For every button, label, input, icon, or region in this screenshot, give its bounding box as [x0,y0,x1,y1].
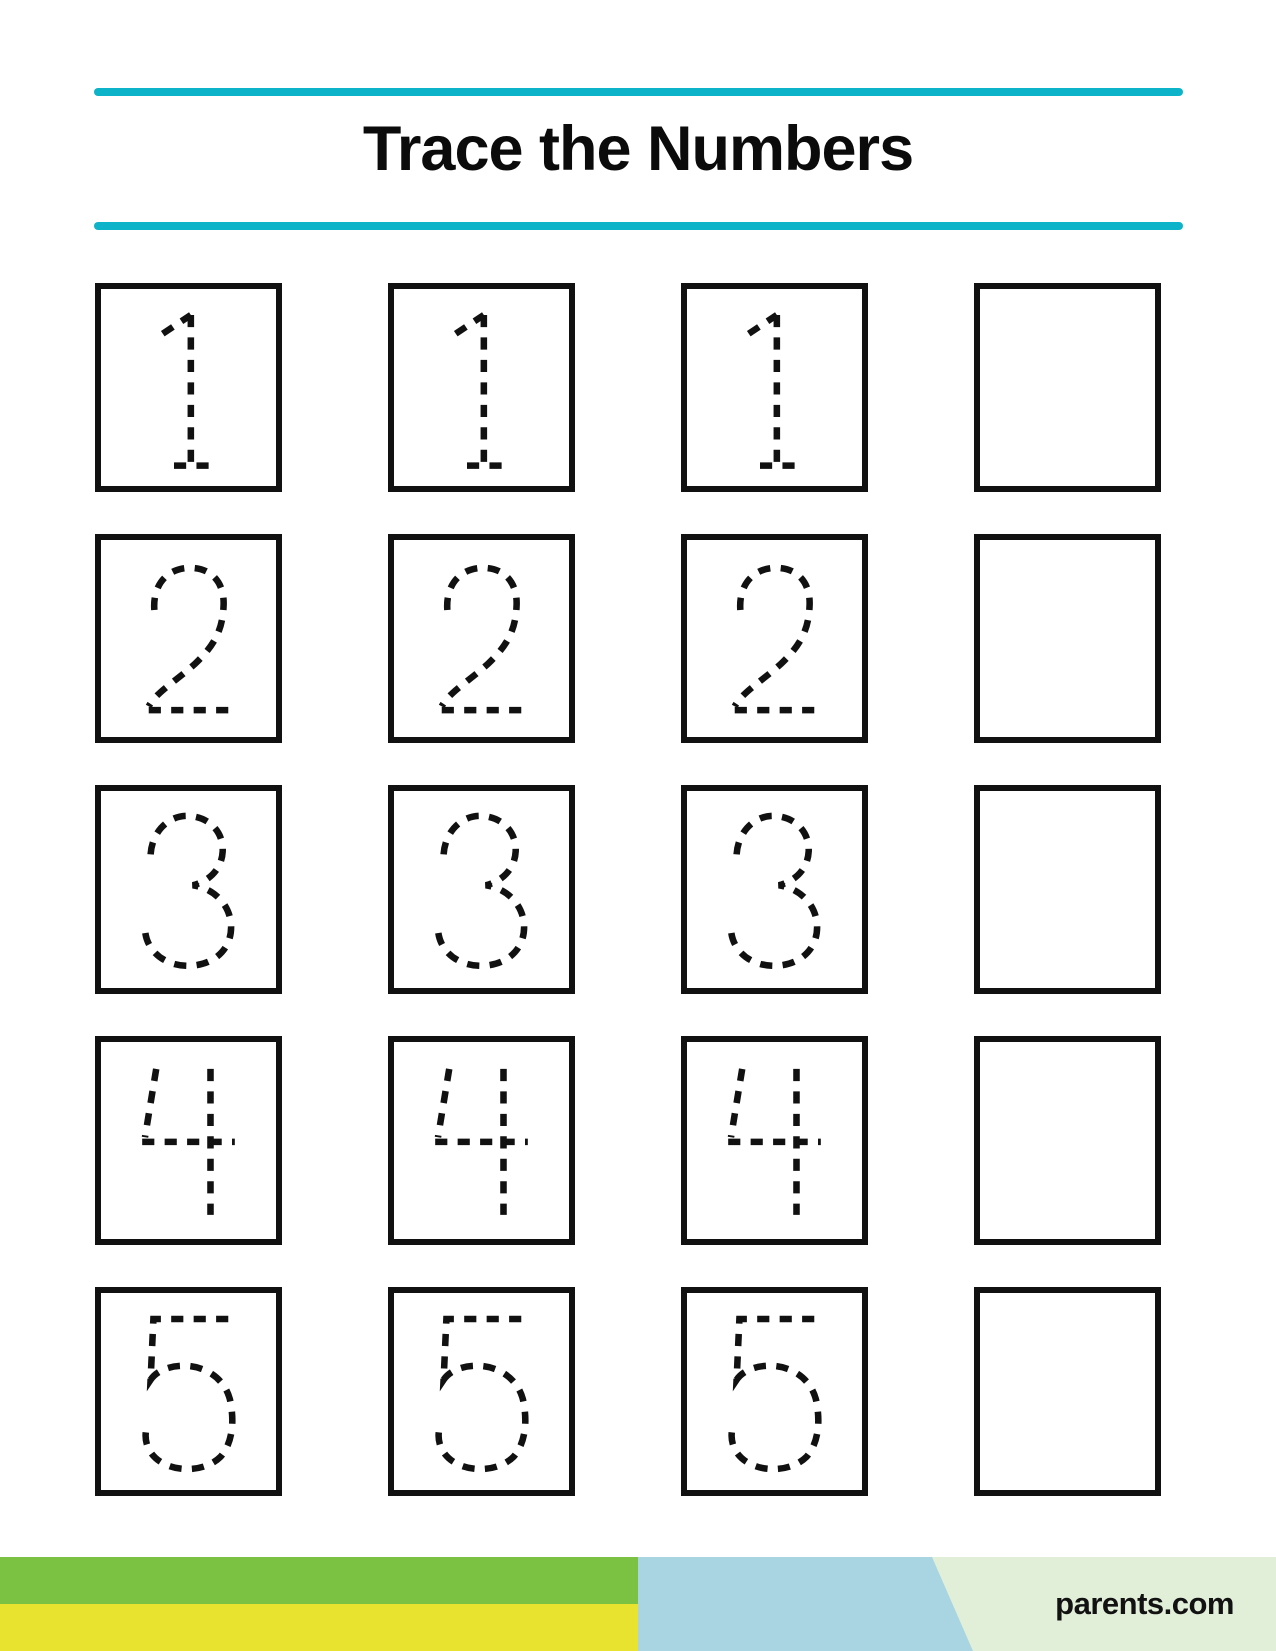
dashed-numeral-3 [101,791,276,988]
dashed-numeral-2 [101,540,276,737]
trace-cell-number-4-3 [681,1036,868,1245]
trace-cell-number-3-2 [388,785,575,994]
trace-cell-number-3-1 [95,785,282,994]
footer-stripe-yellow [0,1604,638,1651]
dashed-numeral-5 [394,1293,569,1490]
dashed-numeral-4 [687,1042,862,1239]
trace-cell-number-4-1 [95,1036,282,1245]
trace-cell-number-4-2 [388,1036,575,1245]
page-title: Trace the Numbers [362,114,914,184]
title-rule-top [94,88,1183,96]
dashed-numeral-4 [394,1042,569,1239]
trace-grid [95,283,1161,1496]
blank-practice-cell-number-1 [974,283,1161,492]
blank-practice-cell-number-5 [974,1287,1161,1496]
dashed-numeral-3 [687,791,862,988]
trace-cell-number-2-3 [681,534,868,743]
footer-stripe-green [0,1557,638,1604]
trace-cell-number-5-3 [681,1287,868,1496]
trace-cell-number-2-2 [388,534,575,743]
trace-cell-number-1-1 [95,283,282,492]
trace-cell-number-2-1 [95,534,282,743]
dashed-numeral-5 [101,1293,276,1490]
trace-cell-number-5-1 [95,1287,282,1496]
trace-cell-number-1-3 [681,283,868,492]
dashed-numeral-1 [101,289,276,486]
dashed-numeral-1 [687,289,862,486]
dashed-numeral-5 [687,1293,862,1490]
dashed-numeral-4 [101,1042,276,1239]
trace-cell-number-1-2 [388,283,575,492]
blank-practice-cell-number-3 [974,785,1161,994]
footer-stripe-blue [638,1557,973,1651]
dashed-numeral-2 [394,540,569,737]
title-rule-bottom [94,222,1183,230]
dashed-numeral-1 [394,289,569,486]
blank-practice-cell-number-2 [974,534,1161,743]
dashed-numeral-2 [687,540,862,737]
trace-cell-number-5-2 [388,1287,575,1496]
trace-cell-number-3-3 [681,785,868,994]
brand-logo: parents.com [1055,1586,1234,1621]
footer-banner [0,1557,1276,1651]
blank-practice-cell-number-4 [974,1036,1161,1245]
dashed-numeral-3 [394,791,569,988]
